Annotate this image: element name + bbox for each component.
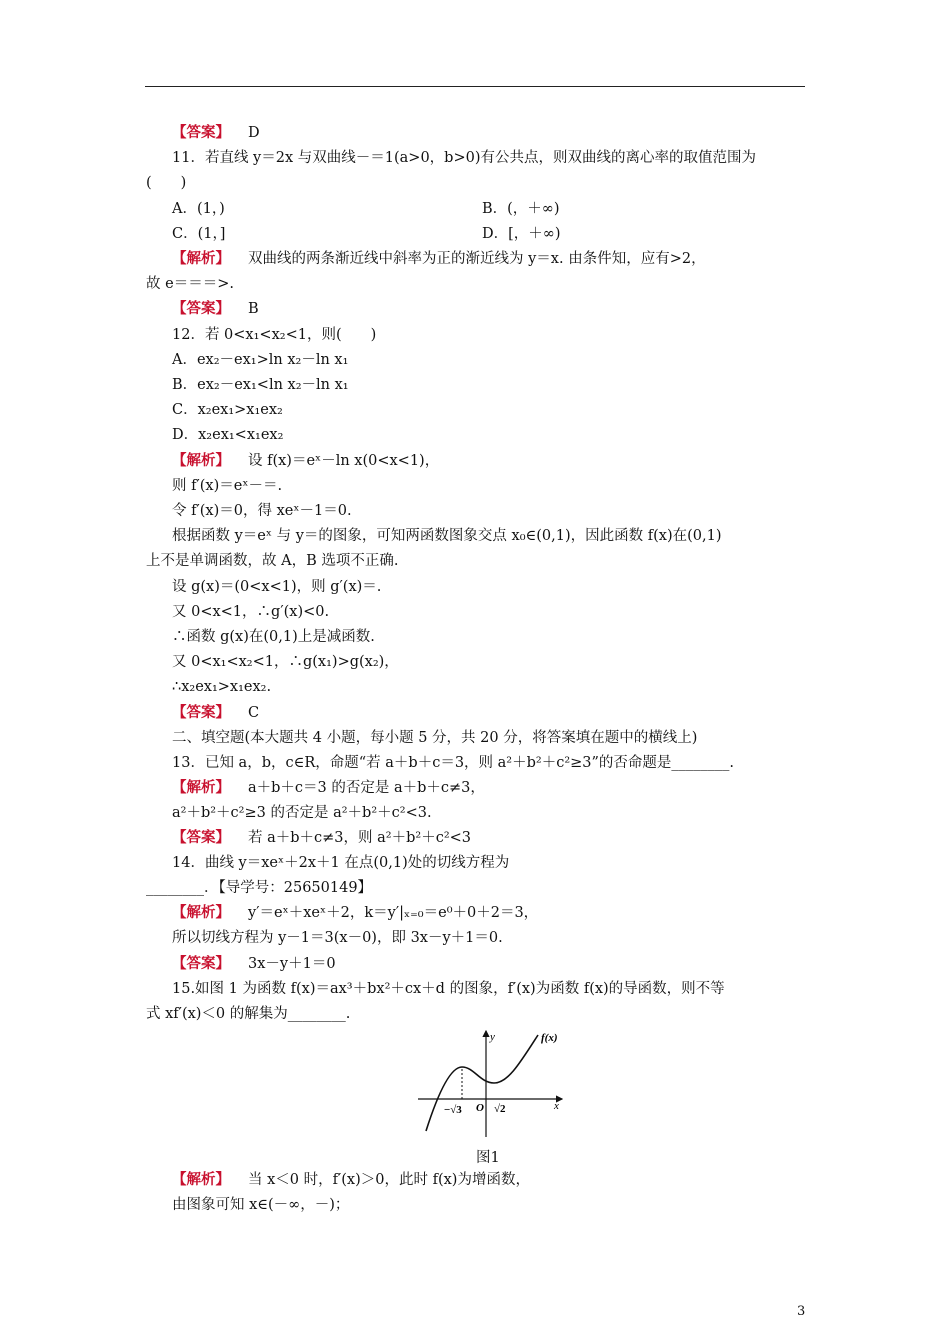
line-text: 设 f(x)＝eˣ－ln x(0<x<1)， bbox=[248, 453, 440, 469]
section-tag: 【答案】 bbox=[172, 300, 230, 317]
line-text: 令 f′(x)＝0，得 xeˣ－1＝0. bbox=[172, 503, 352, 519]
text-line bbox=[172, 224, 225, 244]
section-tag: 【答案】 bbox=[172, 829, 230, 846]
text-line bbox=[172, 728, 697, 748]
text-line bbox=[146, 173, 186, 193]
text-line bbox=[172, 928, 503, 948]
option-right: D．[，＋∞) bbox=[482, 226, 561, 242]
line-text: 11．若直线 y＝2x 与双曲线－＝1(a>0，b>0)有公共点，则双曲线的离心率的取值范围为 bbox=[172, 150, 756, 166]
line-text: 若 a＋b＋c≠3，则 a²＋b²＋c²<3 bbox=[248, 830, 472, 846]
text-line bbox=[172, 677, 271, 697]
line-text: 则 f′(x)＝eˣ－＝. bbox=[172, 478, 283, 494]
label-fx: f(x) bbox=[541, 1032, 558, 1044]
line-text: 故 e＝＝＝>. bbox=[146, 276, 234, 292]
text-line bbox=[172, 1170, 530, 1190]
line-text: 所以切线方程为 y－1＝3(x－0)，即 3x－y＋1＝0. bbox=[172, 930, 503, 946]
text-line bbox=[172, 703, 259, 723]
text-line bbox=[172, 526, 721, 546]
label-neg-root3: −√3 bbox=[444, 1104, 462, 1116]
section-tag: 【答案】 bbox=[172, 704, 230, 721]
label-origin: O bbox=[476, 1102, 484, 1114]
text-line bbox=[146, 1004, 350, 1024]
page-number: 3 bbox=[797, 1304, 806, 1319]
section-tag: 【解析】 bbox=[172, 1171, 230, 1188]
line-text: 15.如图 1 为函数 f(x)＝ax³＋bx²＋cx＋d 的图象，f′(x)为函数 f(x)的导函数，则不等 bbox=[172, 981, 725, 997]
section-tag: 【解析】 bbox=[172, 452, 230, 469]
line-text: 12．若 0<x₁<x₂<1，则( ) bbox=[172, 327, 377, 343]
line-text: ∴函数 g(x)在(0,1)上是减函数. bbox=[172, 629, 375, 645]
section-tag: 【解析】 bbox=[172, 250, 230, 267]
line-text: 又 0<x₁<x₂<1，∴g(x₁)>g(x₂)， bbox=[172, 654, 399, 670]
text-line bbox=[172, 249, 706, 269]
line-text: 双曲线的两条渐近线中斜率为正的渐近线为 y＝x. 由条件知，应有>2， bbox=[248, 251, 706, 267]
text-line bbox=[172, 148, 756, 168]
line-text: a²＋b²＋c²≥3 的否定是 a²＋b²＋c²<3. bbox=[172, 805, 432, 821]
line-text: C．x₂ex₁>x₁ex₂ bbox=[172, 402, 283, 418]
line-text: B bbox=[248, 301, 259, 317]
text-line bbox=[172, 979, 725, 999]
section-tag: 【答案】 bbox=[172, 124, 230, 141]
text-line bbox=[172, 501, 352, 521]
text-line bbox=[172, 602, 329, 622]
line-text: 13．已知 a，b，c∈R，命题“若 a＋b＋c＝3，则 a²＋b²＋c²≥3”的否命题是________. bbox=[172, 755, 735, 771]
line-text: 3x－y＋1＝0 bbox=[248, 956, 336, 972]
section-tag: 【解析】 bbox=[172, 779, 230, 796]
line-text: D．x₂ex₁<x₁ex₂ bbox=[172, 427, 284, 443]
text-line bbox=[172, 1195, 349, 1215]
line-text: 又 0<x<1，∴g′(x)<0. bbox=[172, 604, 330, 620]
text-line bbox=[172, 627, 375, 647]
line-text: 根据函数 y＝eˣ 与 y＝的图象，可知两函数图象交点 x₀∈(0,1)，因此函数 f(x)在(0,1) bbox=[172, 528, 722, 544]
text-line bbox=[172, 375, 349, 395]
text-line bbox=[172, 803, 432, 823]
line-text: 设 g(x)＝(0<x<1)，则 g′(x)＝. bbox=[172, 579, 382, 595]
label-root2: √2 bbox=[494, 1103, 506, 1115]
function-graph-figure bbox=[416, 1027, 566, 1139]
line-text: ∴x₂ex₁>x₁ex₂. bbox=[172, 679, 272, 695]
line-text: B．ex₂－ex₁<ln x₂－ln x₁ bbox=[172, 377, 349, 393]
text-line bbox=[172, 299, 259, 319]
line-text: 二、填空题(本大题共 4 小题，每小题 5 分，共 20 分，将答案填在题中的横线上) bbox=[172, 730, 698, 746]
text-line bbox=[172, 451, 439, 471]
text-line bbox=[172, 577, 381, 597]
text-line bbox=[146, 551, 398, 571]
line-text: 由图象可知 x∈(－∞，－)； bbox=[172, 1197, 350, 1213]
line-text: y′＝eˣ＋xeˣ＋2，k＝y′|ₓ₌₀＝e⁰＋0＋2＝3， bbox=[248, 905, 539, 921]
label-x: x bbox=[554, 1100, 559, 1112]
figure-caption: 图1 bbox=[476, 1150, 500, 1166]
line-text: ( ) bbox=[146, 175, 187, 191]
text-line bbox=[172, 400, 283, 420]
line-text: A．(1，) bbox=[172, 201, 225, 217]
line-text: 上不是单调函数，故 A，B 选项不正确. bbox=[146, 553, 399, 569]
line-text: A．ex₂－ex₁>ln x₂－ln x₁ bbox=[172, 352, 349, 368]
line-text: ________．【导学号：25650149】 bbox=[146, 880, 373, 896]
text-line bbox=[172, 652, 399, 672]
label-y: y bbox=[490, 1031, 495, 1043]
section-tag: 【解析】 bbox=[172, 904, 230, 921]
line-text: C．(1，] bbox=[172, 226, 226, 242]
text-line bbox=[146, 274, 234, 294]
line-text: 式 xf′(x)＜0 的解集为________. bbox=[146, 1006, 351, 1022]
line-text: 14．曲线 y＝xeˣ＋2x＋1 在点(0,1)处的切线方程为 bbox=[172, 855, 510, 871]
text-line bbox=[172, 350, 348, 370]
curve-fx bbox=[426, 1035, 538, 1131]
text-line bbox=[172, 853, 509, 873]
text-line bbox=[172, 325, 376, 345]
text-line bbox=[172, 778, 485, 798]
line-text: a＋b＋c＝3 的否定是 a＋b＋c≠3， bbox=[248, 780, 485, 796]
line-text: D bbox=[248, 125, 260, 141]
option-right: B．(，＋∞) bbox=[482, 201, 560, 217]
line-text: 当 x＜0 时，f′(x)＞0，此时 f(x)为增函数， bbox=[248, 1172, 530, 1188]
line-text: C bbox=[248, 705, 260, 721]
text-line bbox=[146, 878, 372, 898]
header-rule bbox=[145, 86, 805, 87]
section-tag: 【答案】 bbox=[172, 955, 230, 972]
text-line bbox=[172, 199, 225, 219]
text-line bbox=[172, 123, 260, 143]
text-line bbox=[172, 828, 471, 848]
text-line bbox=[172, 753, 734, 773]
text-line bbox=[172, 903, 538, 923]
text-line bbox=[172, 425, 283, 445]
text-line bbox=[172, 954, 336, 974]
text-line bbox=[172, 476, 282, 496]
